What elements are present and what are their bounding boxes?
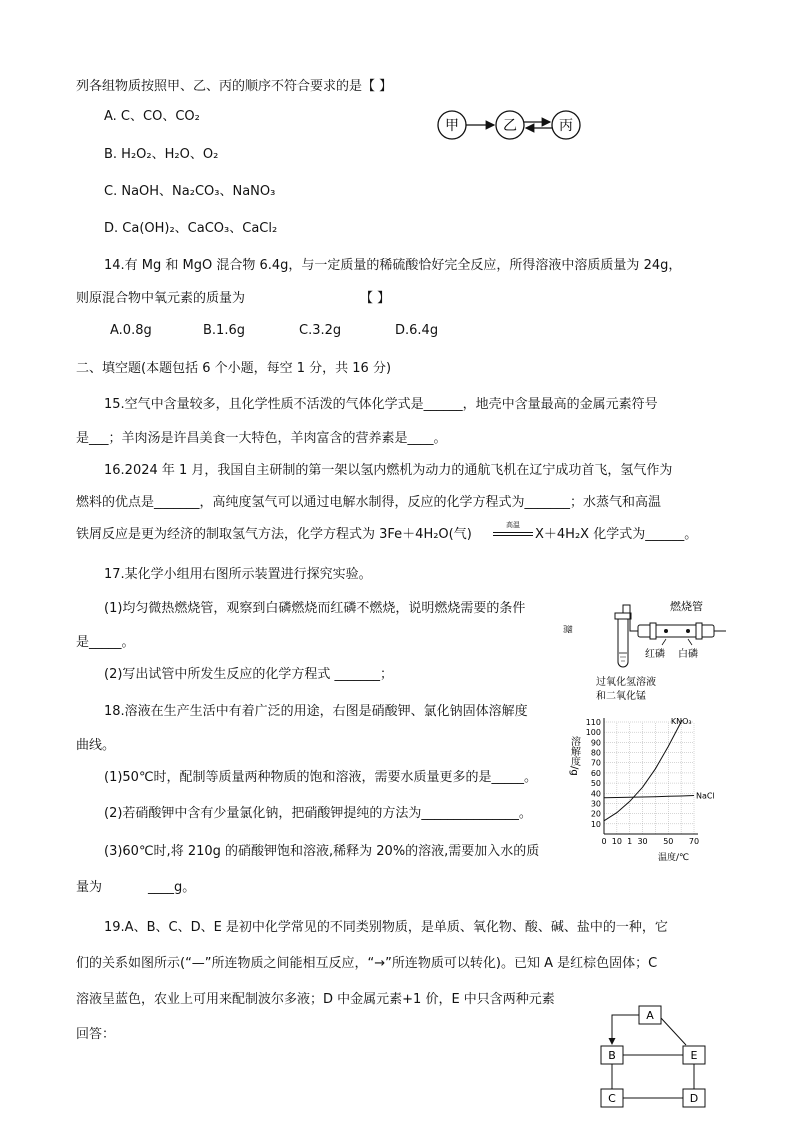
q18-part2: (2)若硝酸钾中含有少量氯化钠，把硝酸钾提纯的方法为_______________。: [104, 806, 532, 821]
node-a-label: A: [646, 1009, 654, 1022]
node-bing: 丙: [559, 118, 573, 134]
q18-part3a: (3)60℃时,将 210g 的硝酸钾饱和溶液,稀释为 20%的溶液,需要加入水的质: [104, 844, 540, 859]
node-d-label: D: [689, 1092, 699, 1105]
white-phosphorus-label: 白磷: [678, 649, 698, 660]
y-tick-label: 60: [590, 768, 601, 778]
test-tube: [618, 615, 628, 667]
margin-mark: 鬶: [561, 624, 572, 634]
section-heading: 二、填空题(本题包括 6 个小题，每空 1 分，共 16 分): [76, 361, 392, 376]
y-tick-label: 10: [590, 819, 601, 829]
reaction-condition: 高温: [506, 521, 520, 529]
q18-line2: 曲线。: [76, 738, 116, 753]
q18-part3b: 量为: [76, 880, 103, 895]
q16-line1: 16.2024 年 1 月，我国自主研制的第一架以氢内燃机为动力的通航飞机在辽宁成功首飞，氢气作为: [104, 463, 673, 478]
q13-stem: 列各组物质按照甲、乙、丙的顺序不符合要求的是【 】: [76, 79, 393, 94]
q18-line1: 18.溶液在生产生活中有着广泛的用途，右图是硝酸钾、氯化钠固体溶解度: [104, 704, 528, 719]
x-tick-label: 50: [663, 837, 674, 846]
kno3-curve: [604, 720, 682, 821]
q13-option-a: A. C、CO、CO₂: [104, 109, 200, 124]
reagent-label-2: 和二氧化锰: [596, 691, 646, 702]
q14-bracket: 【 】: [360, 291, 391, 306]
y-tick-label: 40: [590, 789, 601, 799]
red-phosphorus-label: 红磷: [645, 649, 665, 660]
node-b-label: B: [608, 1049, 616, 1062]
q19-line2: 们的关系如图所示(“—”所连物质之间能相互反应，“→”所连物质可以转化)。已知 A 是红棕色固体；C: [76, 956, 658, 971]
x-tick-label: 30: [637, 837, 648, 846]
reaction-arrow: [493, 521, 533, 536]
y-tick-label: 110: [585, 718, 601, 727]
q16-line2: 燃料的优点是_______，高纯度氢气可以通过电解水制得，反应的化学方程式为_______；水蒸气和高温: [76, 495, 662, 510]
q17-stem: 17.某化学小组用右图所示装置进行探究实验。: [104, 567, 372, 582]
y-tick-label: 70: [590, 758, 601, 768]
q13-option-d: D. Ca(OH)₂、CaCO₃、CaCl₂: [104, 221, 278, 236]
y-tick-label: 90: [590, 738, 601, 748]
y-tick-label: 30: [590, 799, 601, 809]
q19-line3: 溶液呈蓝色，农业上可用来配制波尔多液；D 中金属元素+1 价，E 中只含两种元素: [76, 992, 555, 1007]
q16-line3-start: 铁屑反应是更为经济的制取氢气方法，化学方程式为 3Fe＋4H₂O(气): [76, 527, 472, 542]
nacl-label: NaCl: [696, 791, 715, 801]
y-tick-label: 50: [590, 779, 601, 789]
q14-line2: 则原混合物中氧元素的质量为: [76, 291, 246, 306]
q18-part1: (1)50℃时，配制等质量两种物质的饱和溶液，需要水质量更多的是_____。: [104, 770, 538, 785]
node-c-label: C: [608, 1092, 616, 1105]
q14-option-c: C.3.2g: [299, 323, 342, 338]
q14-line1: 14.有 Mg 和 MgO 混合物 6.4g，与一定质量的稀硫酸恰好完全反应，所得溶液中溶质质量为 24g，: [104, 258, 682, 273]
node-yi: 乙: [503, 118, 517, 134]
q17-part1a: (1)均匀微热燃烧管，观察到白磷燃烧而红磷不燃烧，说明燃烧需要的条件: [104, 601, 526, 616]
x-tick-label: 0: [601, 837, 607, 846]
q19-line4: 回答：: [76, 1027, 116, 1042]
y-tick-label: 20: [590, 809, 601, 819]
nacl-curve: [604, 796, 694, 798]
q17-part2: (2)写出试管中所发生反应的化学方程式 _______；: [104, 667, 394, 682]
reagent-label-1: 过氧化氢溶液: [596, 677, 656, 688]
q13-option-b: B. H₂O₂、H₂O、O₂: [104, 147, 219, 162]
q13-transform-diagram: [430, 104, 590, 146]
q17-part1b: 是_____。: [76, 635, 135, 650]
solubility-chart: [566, 714, 715, 864]
x-tick-label: 10: [611, 837, 622, 846]
combustion-apparatus: [590, 595, 730, 705]
red-phosphorus: [664, 629, 668, 633]
tube-label: 燃烧管: [670, 600, 703, 613]
x-tick-label: 1: [627, 837, 633, 846]
y-tick-label: 100: [585, 728, 601, 738]
y-tick-label: 80: [590, 748, 601, 758]
q14-option-b: B.1.6g: [203, 323, 245, 338]
kno3-label: KNO₃: [670, 717, 692, 726]
q18-part3c: ____g。: [148, 880, 196, 895]
edge-a-e: [661, 1018, 686, 1045]
chart-ylabel: 溶解度/g: [568, 736, 580, 776]
q19-relation-diagram: [590, 998, 720, 1113]
node-e-label: E: [690, 1049, 698, 1062]
white-phosphorus: [686, 629, 690, 633]
q15-line1: 15.空气中含量较多，且化学性质不活泼的气体化学式是______，地壳中含量最高的金属元素符号: [104, 397, 658, 412]
q13-option-c: C. NaOH、Na₂CO₃、NaNO₃: [104, 184, 276, 199]
q15-line2: 是___；羊肉汤是许昌美食一大特色，羊肉富含的营养素是____。: [76, 431, 447, 446]
q14-option-d: D.6.4g: [395, 323, 439, 338]
x-tick-label: 70: [688, 837, 700, 846]
edge-a-b: [612, 1015, 639, 1044]
combustion-tube: [638, 625, 714, 637]
node-jia: 甲: [445, 118, 459, 134]
chart-xlabel: 温度/℃: [658, 853, 690, 863]
q16-line3-end: X＋4H₂X 化学式为______。: [535, 527, 698, 542]
q14-option-a: A.0.8g: [110, 323, 152, 338]
q19-line1: 19.A、B、C、D、E 是初中化学常见的不同类别物质，是单质、氧化物、酸、碱、盐中的一种，它: [104, 920, 668, 935]
